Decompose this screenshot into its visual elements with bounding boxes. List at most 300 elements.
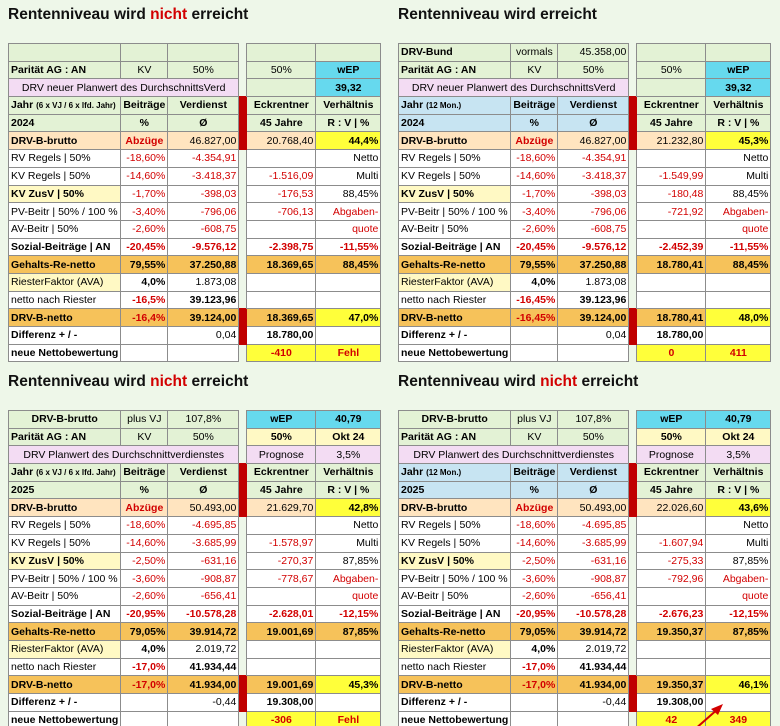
table-row [399,61,771,79]
header-jahr [399,97,511,115]
table-cell: 19.308,00 [637,694,706,712]
table-row [9,203,381,221]
table-cell: -16,4% [121,309,168,327]
table-row [9,44,381,62]
table-cell: Parität AG : AN [9,428,121,446]
table-cell: -2,60% [511,587,558,605]
planwert-label: DRV neuer Planwert des DurchschnittsVerd [9,79,239,97]
table-cell: Differenz + / - [399,694,511,712]
pension-table [398,410,771,726]
table-cell: KV Regels | 50% [399,167,511,185]
table-row [399,587,771,605]
table-cell: wEP [316,61,381,79]
table-cell [247,517,316,535]
table-cell: AV-Beitr | 50% [399,220,511,238]
table-cell [637,273,706,291]
table-cell: 0 [637,344,706,362]
table-cell: KV Regels | 50% [9,534,121,552]
table-cell: -18,60% [511,150,558,168]
table-cell [247,640,316,658]
table-cell: -3.685,99 [168,534,239,552]
table-cell [121,44,168,62]
table-cell: 21.232,80 [637,132,706,150]
table-cell: -17,0% [511,676,558,694]
table-cell: -631,16 [558,552,629,570]
table-cell: Multi [316,534,381,552]
table-cell [247,150,316,168]
table-cell: 40,79 [706,411,771,429]
table-cell: 22.026,60 [637,499,706,517]
table-cell [247,79,316,97]
header-row [9,97,381,115]
header-jahr [399,464,511,482]
header-jahr [9,464,121,482]
table-cell: 0,04 [558,327,629,345]
table-cell: 39.124,00 [558,309,629,327]
table-cell: 39.123,96 [168,291,239,309]
table-cell: neue Nettobewertung [399,711,511,726]
table-cell [316,658,381,676]
header-row [399,97,771,115]
table-cell: -2,60% [121,220,168,238]
table-cell [706,291,771,309]
table-row [9,61,381,79]
table-cell [511,711,558,726]
header-cell: % [511,114,558,132]
table-cell: -0,44 [558,694,629,712]
table-cell: -608,75 [168,220,239,238]
table-row [399,309,771,327]
table-cell: DRV-B-brutto [399,132,511,150]
table-cell: plus VJ [121,411,168,429]
table-cell: RV Regels | 50% [9,517,121,535]
table-cell: -14,60% [511,534,558,552]
table-row [9,694,381,712]
table-cell: Abzüge [121,132,168,150]
header-cell: Eckrentner [247,97,316,115]
table-cell: 3,5% [706,446,771,464]
header-cell: Verhältnis [706,464,771,482]
table-cell: -18,60% [511,517,558,535]
planwert-label: DRV Planwert des Durchschnittverdienstes [399,446,629,464]
table-cell: 50% [558,428,629,446]
table-cell: -14,60% [511,167,558,185]
header-cell: Beiträge [121,464,168,482]
table-row [9,499,381,517]
table-cell: -398,03 [168,185,239,203]
table-cell [706,658,771,676]
table-cell: -3,40% [121,203,168,221]
arrow-icon [692,703,726,726]
table-cell [168,711,239,726]
table-cell: RV Regels | 50% [399,517,511,535]
table-row [399,291,771,309]
header-cell: Verhältnis [706,97,771,115]
table-cell: -2.452,39 [637,238,706,256]
header-row [9,481,381,499]
table-cell [637,517,706,535]
table-cell [637,587,706,605]
table-cell: DRV-Bund [399,44,511,62]
table-cell [511,694,558,712]
header-label: Jahr [401,466,424,479]
table-cell: 41.934,44 [168,658,239,676]
table-cell: netto nach Riester [399,291,511,309]
table-cell: Multi [706,534,771,552]
table-row [9,238,381,256]
header-cell: % [511,481,558,499]
table-cell: Differenz + / - [9,327,121,345]
table-row [399,623,771,641]
table-cell: 45,3% [706,132,771,150]
table-cell: -275,33 [637,552,706,570]
table-cell [316,291,381,309]
table-cell: Gehalts-Re-netto [399,256,511,274]
table-cell: -11,55% [706,238,771,256]
table-cell: 79,55% [511,256,558,274]
table-cell: 411 [706,344,771,362]
header-row [399,481,771,499]
header-cell: % [121,114,168,132]
table-cell: RiesterFaktor (AVA) [399,273,511,291]
table-cell: KV ZusV | 50% [399,552,511,570]
table-cell: 79,05% [121,623,168,641]
table-cell: wEP [247,411,316,429]
table-cell: 50.493,00 [558,499,629,517]
table-row [9,676,381,694]
table-cell: 0,04 [168,327,239,345]
table-cell: -176,53 [247,185,316,203]
table-cell: -1.516,09 [247,167,316,185]
table-cell: 37.250,88 [558,256,629,274]
table-cell: PV-Beitr | 50% / 100 % [399,203,511,221]
header-label: Jahr [401,99,424,112]
header-cell: 45 Jahre [637,114,706,132]
table-cell: Abgaben- [706,203,771,221]
table-row [9,711,381,726]
table-row [9,570,381,588]
table-cell: 4,0% [121,273,168,291]
table-cell: -4.354,91 [558,150,629,168]
table-cell: KV [511,61,558,79]
table-cell [316,640,381,658]
header-cell: R : V | % [706,114,771,132]
table-cell: 19.308,00 [247,694,316,712]
table-row [9,132,381,150]
table-cell: plus VJ [511,411,558,429]
table-cell: 19.350,37 [637,623,706,641]
table-cell: RV Regels | 50% [9,150,121,168]
table-cell: Gehalts-Re-netto [9,256,121,274]
table-cell: Netto [706,517,771,535]
table-cell: DRV-B-netto [9,676,121,694]
table-cell: -17,0% [511,658,558,676]
table-cell: -12,15% [316,605,381,623]
header-cell: Verdienst [168,97,239,115]
table-cell: 18.369,65 [247,256,316,274]
table-row [9,79,381,97]
table-cell: -3.685,99 [558,534,629,552]
table-cell: Okt 24 [316,428,381,446]
table-row [9,273,381,291]
table-cell: DRV-B-brutto [9,132,121,150]
table-row [9,167,381,185]
panel-title [398,6,597,24]
table-cell [121,694,168,712]
table-cell [637,640,706,658]
header-cell: Ø [168,114,239,132]
table-cell [121,711,168,726]
header-label: Jahr [11,466,34,479]
table-cell: 37.250,88 [168,256,239,274]
table-cell: -20,95% [121,605,168,623]
title-text: Rentenniveau wird [8,6,151,23]
table-cell: Parität AG : AN [9,61,121,79]
table-cell: 87,85% [706,552,771,570]
table-row [9,517,381,535]
table-cell: Differenz + / - [9,694,121,712]
table-cell: Sozial-Beiträge | AN [9,605,121,623]
table-row [9,309,381,327]
table-cell [637,291,706,309]
header-note: (12 Mon.) [426,468,462,478]
table-cell: 18.780,00 [247,327,316,345]
table-cell [247,273,316,291]
table-cell [558,711,629,726]
table-cell: PV-Beitr | 50% / 100 % [399,570,511,588]
table-cell [316,273,381,291]
table-cell: 2.019,72 [558,640,629,658]
table-cell: 50% [168,428,239,446]
table-cell: -1,70% [121,185,168,203]
table-row [399,185,771,203]
header-cell: Beiträge [511,464,558,482]
pension-table [8,43,381,362]
table-row [399,150,771,168]
table-cell: 19.001,69 [247,623,316,641]
table-cell: 48,0% [706,309,771,327]
header-cell: Ø [168,481,239,499]
table-cell: RV Regels | 50% [399,150,511,168]
table-cell: -3,60% [121,570,168,588]
table-cell: -20,45% [121,238,168,256]
table-cell: -1.607,94 [637,534,706,552]
table-cell: DRV-B-netto [9,309,121,327]
table-cell: DRV-B-netto [399,309,511,327]
table-cell: RiesterFaktor (AVA) [399,640,511,658]
table-cell [247,291,316,309]
table-cell [168,344,239,362]
table-cell: KV [121,428,168,446]
table-row [399,658,771,676]
table-cell: Sozial-Beiträge | AN [399,605,511,623]
header-cell: 45 Jahre [247,114,316,132]
table-cell: -796,06 [558,203,629,221]
table-cell: -14,60% [121,167,168,185]
header-year: 2024 [9,114,121,132]
table-cell: 18.780,41 [637,256,706,274]
table-cell: 1.873,08 [558,273,629,291]
table-cell: Fehl [316,711,381,726]
table-cell: 88,45% [316,256,381,274]
table-cell: -306 [247,711,316,726]
table-cell: Differenz + / - [399,327,511,345]
table-cell: 4,0% [511,273,558,291]
table-row [399,79,771,97]
table-cell: Netto [316,150,381,168]
table-cell: -2.628,01 [247,605,316,623]
planwert-label: DRV Planwert des Durchschnittverdienstes [9,446,239,464]
table-cell: 19.350,37 [637,676,706,694]
table-cell: netto nach Riester [9,291,121,309]
table-cell: wEP [706,61,771,79]
table-cell: -1.549,99 [637,167,706,185]
table-cell: -3.418,37 [558,167,629,185]
table-cell: KV ZusV | 50% [9,185,121,203]
header-cell: R : V | % [316,481,381,499]
header-row [399,464,771,482]
table-cell: 39,32 [316,79,381,97]
planwert-label: DRV neuer Planwert des DurchschnittsVerd [399,79,629,97]
table-cell: 39.914,72 [168,623,239,641]
table-cell: 45,3% [316,676,381,694]
table-row [399,428,771,446]
table-cell: 18.780,41 [637,309,706,327]
table-cell: netto nach Riester [9,658,121,676]
table-cell: -631,16 [168,552,239,570]
table-cell [706,44,771,62]
table-cell: 4,0% [121,640,168,658]
table-cell: 39,32 [706,79,771,97]
table-cell: -10.578,28 [168,605,239,623]
table-cell: 79,55% [121,256,168,274]
table-cell: KV ZusV | 50% [9,552,121,570]
table-cell: 88,45% [316,185,381,203]
table-row [399,273,771,291]
table-cell: Gehalts-Re-netto [9,623,121,641]
pension-table [398,43,771,362]
header-cell: 45 Jahre [247,481,316,499]
table-cell: 39.914,72 [558,623,629,641]
table-cell: quote [706,587,771,605]
table-cell: 41.934,00 [168,676,239,694]
title-text: Rentenniveau wird [398,373,541,390]
header-cell: Ø [558,481,629,499]
table-row [9,623,381,641]
table-row [399,446,771,464]
title-highlight: nicht [540,373,578,390]
table-cell: -4.695,85 [558,517,629,535]
table-cell: KV [121,61,168,79]
table-cell: -11,55% [316,238,381,256]
table-cell: 50% [558,61,629,79]
table-cell: AV-Beitr | 50% [9,220,121,238]
table-cell: -180,48 [637,185,706,203]
table-row [9,640,381,658]
table-cell: 20.768,40 [247,132,316,150]
table-cell: -9.576,12 [558,238,629,256]
table-cell [637,44,706,62]
title-text: Rentenniveau wird erreicht [398,6,597,23]
table-row [399,220,771,238]
panel-title [8,373,248,391]
table-row [9,256,381,274]
title-text: Rentenniveau wird [8,373,151,390]
table-cell: -0,44 [168,694,239,712]
table-cell: -398,03 [558,185,629,203]
table-cell: DRV-B-brutto [399,411,511,429]
table-cell: neue Nettobewertung [9,344,121,362]
table-cell: Gehalts-Re-netto [399,623,511,641]
table-cell: DRV-B-brutto [9,411,121,429]
table-cell: 50% [637,428,706,446]
table-cell: 50.493,00 [168,499,239,517]
header-cell: Beiträge [511,97,558,115]
table-cell [316,327,381,345]
table-cell: 107,8% [168,411,239,429]
table-cell: -16,5% [121,291,168,309]
table-cell: -3.418,37 [168,167,239,185]
header-row [9,464,381,482]
table-cell: AV-Beitr | 50% [399,587,511,605]
table-cell: 44,4% [316,132,381,150]
table-cell [558,344,629,362]
table-cell: -2.398,75 [247,238,316,256]
table-row [9,344,381,362]
table-cell: 18.369,65 [247,309,316,327]
header-label: Jahr [11,99,34,112]
table-row [399,132,771,150]
table-row [399,676,771,694]
table-cell [637,220,706,238]
table-cell: -18,60% [121,150,168,168]
table-cell: -20,45% [511,238,558,256]
table-cell: 18.780,00 [637,327,706,345]
header-cell: R : V | % [316,114,381,132]
table-row [9,291,381,309]
table-cell: -9.576,12 [168,238,239,256]
header-note: (12 Mon.) [426,101,462,111]
table-cell: -908,87 [168,570,239,588]
table-cell [316,694,381,712]
header-cell: Verhältnis [316,464,381,482]
table-row [399,570,771,588]
table-cell: -778,67 [247,570,316,588]
table-cell: -608,75 [558,220,629,238]
header-cell: Eckrentner [247,464,316,482]
table-row [399,327,771,345]
table-cell: -796,06 [168,203,239,221]
table-cell: Prognose [637,446,706,464]
table-row [399,167,771,185]
table-cell: 40,79 [316,411,381,429]
table-row [9,220,381,238]
table-cell: Abzüge [121,499,168,517]
table-cell [637,150,706,168]
table-cell: RiesterFaktor (AVA) [9,273,121,291]
table-cell: Abzüge [511,132,558,150]
table-cell: Okt 24 [706,428,771,446]
table-cell: -721,92 [637,203,706,221]
table-cell [247,658,316,676]
table-row [9,185,381,203]
table-cell: 41.934,44 [558,658,629,676]
table-cell: -16,45% [511,291,558,309]
table-cell: 4,0% [511,640,558,658]
table-cell: 88,45% [706,185,771,203]
table-cell: 39.123,96 [558,291,629,309]
table-cell: 349 [706,711,771,726]
